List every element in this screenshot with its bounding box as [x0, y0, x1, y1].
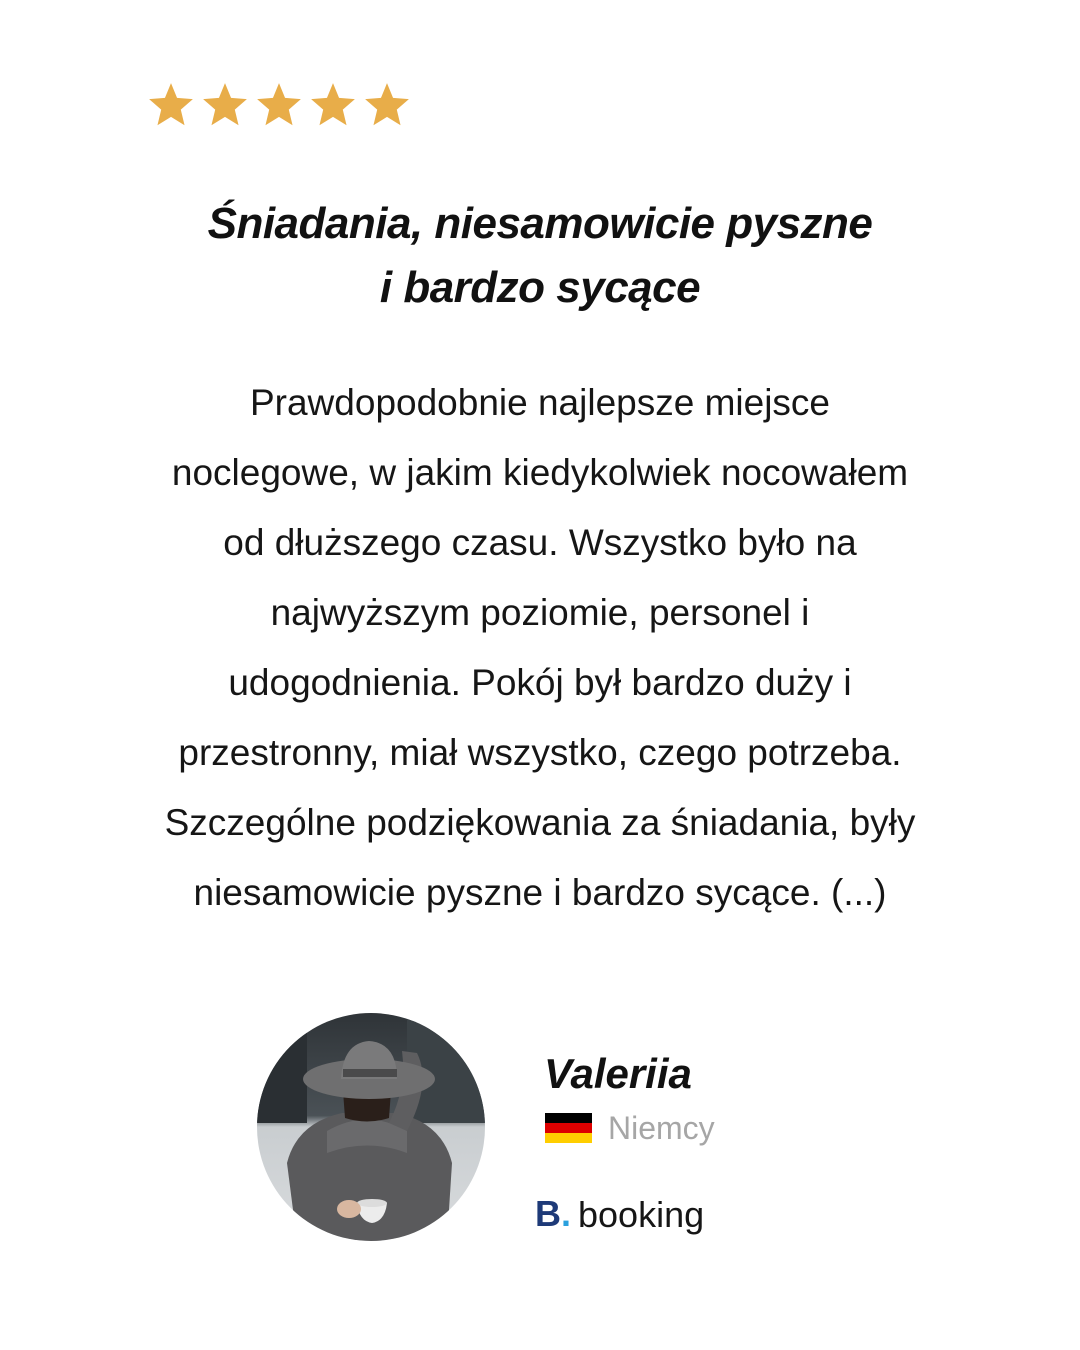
review-text-line: Szczególne podziękowania za śniadania, były: [164, 802, 916, 843]
review-text: [70, 368, 1010, 928]
review-text-line: od dłuższego czasu. Wszystko było na: [223, 522, 857, 563]
review-text-line: udogodnienia. Pokój był bardzo duży i: [228, 662, 852, 703]
review-title-line: i bardzo sycące: [379, 263, 701, 312]
flag-stripe: [545, 1113, 592, 1123]
reviewer-photo: [257, 1013, 485, 1241]
review-title-line: Śniadania, niesamowicie pyszne: [207, 199, 873, 248]
star-icon: [308, 80, 358, 130]
review-text-line: niesamowicie pyszne i bardzo sycące. (...): [193, 872, 887, 913]
star-icon: [146, 80, 196, 130]
reviewer-avatar: [257, 1013, 485, 1241]
review-text-line: Prawdopodobnie najlepsze miejsce: [249, 382, 831, 423]
flag-stripe: [545, 1123, 592, 1133]
star-icon: [254, 80, 304, 130]
star-rating: [146, 80, 412, 130]
booking-logo-letter: B: [535, 1193, 561, 1234]
booking-logo-icon: [535, 1192, 571, 1236]
star-icon: [362, 80, 412, 130]
reviewer-country: Niemcy: [608, 1110, 715, 1146]
review-text-line: przestronny, miał wszystko, czego potrzeba.: [178, 732, 902, 773]
review-source-label: booking: [578, 1194, 705, 1235]
flag-stripe: [545, 1133, 592, 1143]
review-text-line: noclegowe, w jakim kiedykolwiek nocowałem: [171, 452, 909, 493]
reviewer-name: Valeriia: [544, 1050, 692, 1097]
germany-flag-icon: [545, 1113, 592, 1143]
review-title: [90, 192, 990, 320]
star-icon: [200, 80, 250, 130]
review-text-line: najwyższym poziomie, personel i: [270, 592, 810, 633]
booking-logo-dot: .: [561, 1193, 572, 1234]
